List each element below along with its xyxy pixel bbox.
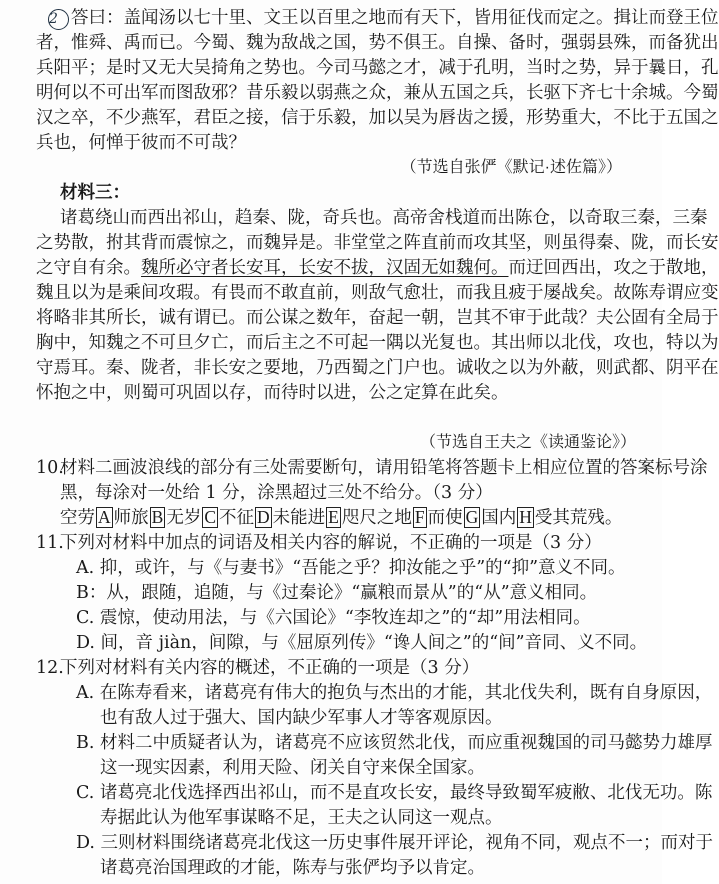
sentence-fragment: 咫尺之地 (341, 508, 412, 528)
wavy-underlined-text: 魏所必守者长安耳，长安不拔，汉固无如魏何。 (141, 258, 509, 278)
q10-number: 10. (36, 458, 64, 478)
material2-line: 明何以不可出军而图敌邪？昔乐毅以弱燕之众，兼从五国之兵，长驱下齐七十余城。今蜀 (36, 83, 719, 103)
material3-source: （节选自王夫之《读通鉴论》） (419, 434, 636, 451)
q12-option-a-cont: 也有敌人过于强大、国内缺少军事人才等客观原因。 (100, 708, 503, 728)
material3-line: 胸中，知魏之不可旦夕亡，而后主之不可起一隅以光复也。其出师以北伐，攻也，特以为 (36, 333, 719, 353)
sentence-fragment: 空劳 (60, 508, 95, 528)
q11-option-a: A. 抑，或许，与《与妻书》“吾能之乎？抑汝能之乎”的“抑”意义不同。 (76, 558, 626, 578)
q12-option-b-cont: 这一现实因素，利用天险、闭关自守来保全国家。 (100, 758, 485, 778)
q12-option-b: B. 材料二中质疑者认为，诸葛亮不应该贸然北伐，而应重视魏国的司马懿势力雄厚 (76, 733, 713, 753)
material2-line (48, 6, 719, 30)
sentence-fragment: 不征 (219, 508, 255, 528)
material2-line: 汉之卒，不少燕军，君臣之接，信于乐毅，加以吴为唇齿之援，形势重大，不比于五国之 (36, 108, 719, 128)
break-option-box: A (98, 507, 111, 527)
q12-option-c-cont: 寿据此认为他军事谋略不足，王夫之认同这一观点。 (100, 808, 503, 828)
break-option-box: H (519, 507, 532, 527)
q11-stem: 下列对材料中加点的词语及相关内容的解说，不正确的一项是（3 分） (60, 533, 602, 553)
sentence-fragment: 无岁 (166, 508, 202, 528)
material3-line: 怀抱之中，则蜀可巩固以存，而待时以进，公之定算在此矣。 (36, 383, 509, 403)
sentence-fragment: 未能进 (272, 508, 326, 528)
break-option-box: E (328, 507, 339, 527)
material3-line: 将略非其所长，诚有谓已。而公谋之数年，奋起一朝，岂其不审于此哉？夫公固有全局于 (36, 308, 719, 328)
q11-number: 11. (36, 533, 64, 553)
q10-stem-cont: 黑，每涂对一处给 1 分，涂黑超过三处不给分。（3 分） (60, 483, 493, 503)
q12-stem: 下列对材料有关内容的概述，不正确的一项是（3 分） (60, 658, 480, 678)
text: 之守自有余。 (36, 258, 141, 278)
break-option-box: F (414, 507, 425, 527)
sentence-fragment: 受其荒残。 (534, 508, 623, 528)
material3-line: 守焉耳。秦、陇者，非长安之要地，乃西蜀之门户也。诚收之以为外蔽，则武都、阴平在 (36, 358, 719, 378)
material3-line: 魏且以为是乘间攻瑕。有畏而不敢直前，则敌气愈壮，而我且疲于屡战矣。故陈寿谓应变 (36, 283, 719, 303)
q12-number: 12. (36, 658, 64, 678)
sentence-fragment: 国内 (481, 508, 517, 528)
sentence-fragment: 师旅 (113, 508, 149, 528)
material3-heading: 材料三： (60, 183, 130, 203)
material2-line: 兵也，何惮于彼而不可哉？ (36, 133, 246, 153)
material3-line (36, 256, 719, 280)
q11-option-b: B：从，跟随，追随，与《过秦论》“赢粮而景从”的“从”意义相同。 (76, 583, 598, 603)
text: 答曰：盖闻汤以七十里、文王以百里之地而有天下，皆用征伐而定之。揖让而登王位 (71, 8, 719, 28)
break-option-box: D (257, 507, 270, 527)
break-option-box: B (151, 507, 164, 527)
q12-option-d-cont: 诸葛亮治国理政的才能，陈寿与张俨均予以肯定。 (100, 858, 485, 878)
material3-line: 诸葛绕山而西出祁山，趋秦、陇，奇兵也。高帝舍栈道而出陈仓，以奇取三秦，三秦 (60, 208, 708, 228)
text: 而迂回西出，攻之于散地， (508, 258, 719, 278)
q10-stem: 材料二画波浪线的部分有三处需要断句，请用铅笔将答题卡上相应位置的答案标号涂 (60, 458, 708, 478)
q11-option-d: D. 间，音 jiàn，间隙，与《屈原列传》“谗人间之”的“间”音同、义不同。 (76, 633, 648, 653)
material2-line: 者，惟舜、禹而已。今蜀、魏为敌战之国，势不俱王。自操、备时，强弱县殊，而备犹出 (36, 33, 719, 53)
break-option-box: C (204, 507, 217, 527)
q12-option-a: A. 在陈寿看来，诸葛亮有伟大的抱负与杰出的才能，其北伐失利，既有自身原因， (76, 683, 713, 703)
material2-line: 兵阳平；是时又无大吴掎角之势也。今司马懿之才，减于孔明，当时之势，异于曩日，孔 (36, 58, 719, 78)
q10-sentence (60, 506, 622, 530)
material3-line: 之势散，拊其背而震惊之，而魏异是。非堂堂之阵直前而攻其坚，则虽得秦、陇，而长安 (36, 233, 719, 253)
q12-option-c: C. 诸葛亮北伐选择西出祁山，而不是直攻长安，最终导致蜀军疲敝、北伐无功。陈 (76, 783, 713, 803)
material2-source: （节选自张俨《默记·述佐篇》） (400, 159, 622, 176)
sentence-fragment: 而使 (427, 508, 463, 528)
question-mark-circle: 2 (48, 9, 69, 30)
q12-option-d: D. 三则材料围绕诸葛亮北伐这一历史事件展开评论，视角不同，观点不一；而对于 (76, 833, 714, 853)
break-option-box: G (465, 507, 479, 527)
q11-option-c: C. 震惊，使动用法，与《六国论》“李牧连却之”的“却”用法相同。 (76, 608, 591, 628)
